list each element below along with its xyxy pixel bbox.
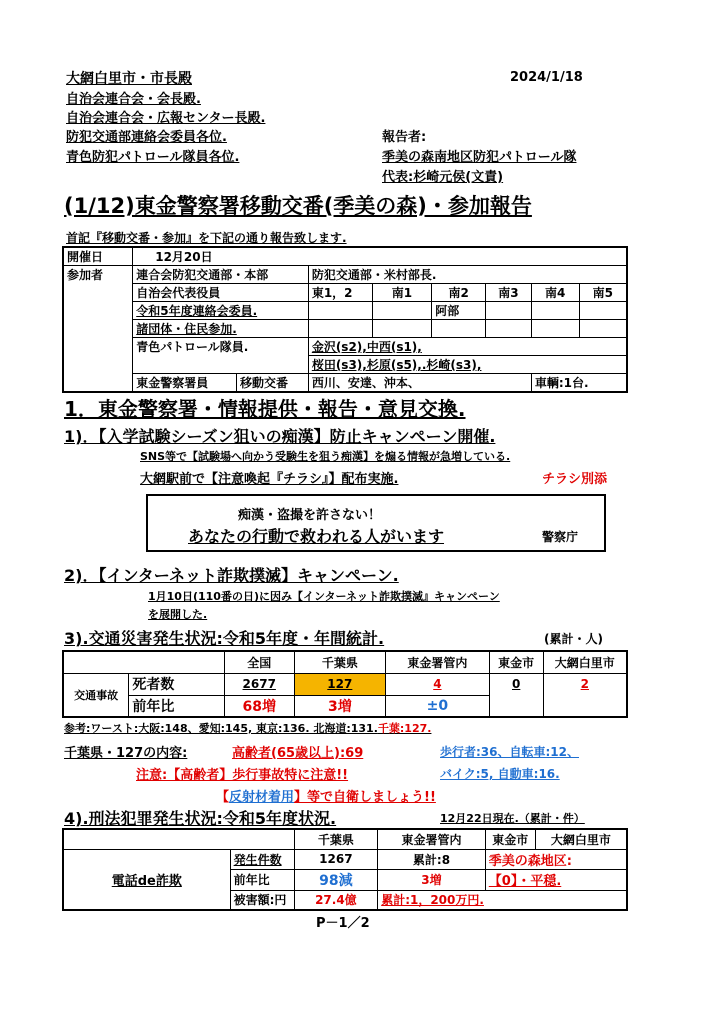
crime-col-togane-city: 東金市: [485, 829, 535, 849]
count-chiba: 1267: [294, 849, 378, 869]
patrol-label: 青色パトロール隊員.: [133, 338, 309, 374]
area-s1: 南1: [372, 284, 432, 302]
damage-togane-station: 累計:1，200万円.: [378, 890, 627, 910]
reference-worst: 参考:ワースト:大阪:148、愛知:145, 東京:136. 北海道:131.: [64, 722, 378, 735]
reflector-note: [216, 786, 436, 805]
col-chiba: 千葉県: [294, 651, 386, 673]
count-togane-station: 累計:8: [378, 849, 486, 869]
recipient-5: 青色防犯パトロール隊員各位.: [66, 150, 240, 165]
sub2-line2: を展開した.: [148, 608, 208, 621]
date-value: 12月20日: [133, 247, 627, 266]
date-label: 開催日: [63, 247, 133, 266]
sub3-unit: (累計・人): [544, 632, 603, 646]
damage-chiba: 27.4億: [294, 890, 378, 910]
intro-text: 首記『移動交番・参加』を下記の通り報告致します.: [66, 231, 347, 245]
deaths-label: 死者数: [129, 673, 225, 695]
attendance-table: [62, 246, 628, 393]
reference-line: [64, 720, 431, 736]
participants-label: 参加者: [63, 266, 133, 393]
crime-col-oamishirasato: 大網白里市: [535, 829, 627, 849]
col-togane-station: 東金署管内: [386, 651, 490, 673]
change-chiba: 3増: [294, 695, 386, 717]
traffic-label: 交通事故: [63, 673, 129, 717]
col-national: 全国: [224, 651, 294, 673]
kimi-area-value: 【0】・平穏.: [485, 869, 627, 890]
deaths-togane-city: 0: [489, 673, 543, 717]
sub2-line1: 1月10日(110番の日)に因み【インターネット詐欺撲滅』キャンペーン: [148, 590, 500, 603]
traffic-table: [62, 650, 628, 718]
kimi-area-label: 季美の森地区:: [485, 849, 627, 869]
section1-sub3: 3).交通災害発生状況:令和5年度・年間統計.: [64, 629, 385, 648]
reporter-org: 季美の森南地区防犯パトロール隊: [382, 150, 577, 165]
crime-change-label: 前年比: [230, 869, 294, 890]
area-s4: 南4: [531, 284, 579, 302]
reflector-rest: 】等で自衛しましょう!!: [294, 790, 436, 805]
notice-agency: 警察庁: [542, 530, 579, 544]
col-oamishirasato: 大網白里市: [543, 651, 627, 673]
report-date: 2024/1/18: [510, 70, 583, 85]
recipient-2: 自治会連合会・会長殿.: [66, 92, 201, 107]
reporter-label: 報告者:: [382, 130, 427, 145]
rep-label: 自治会代表役員: [133, 284, 309, 302]
crime-col-chiba: 千葉県: [294, 829, 378, 849]
notice-line1: 痴漢・盗撮を許さない！: [238, 508, 382, 523]
police-unit: 移動交番: [236, 374, 308, 393]
sub1-line2: 大網駅前で【注意喚起『チラシ』】配布実施.: [140, 472, 399, 487]
col-togane-city: 東金市: [489, 651, 543, 673]
sub1-line1: SNS等で【試験場へ向かう受験生を狙う痴漢】を煽る情報が急増している.: [140, 450, 511, 463]
phone-fraud-label: 電話de詐欺: [63, 849, 230, 910]
crime-change-chiba: 98減: [294, 869, 378, 890]
members-label: 令和5年度連絡会委員.: [133, 302, 309, 320]
area-s5: 南5: [579, 284, 627, 302]
orgs-label: 諸団体・住民参加.: [133, 320, 309, 338]
deaths-chiba: 127: [294, 673, 386, 695]
vehicle-count: 車輌:1台.: [531, 374, 627, 393]
change-national: 68増: [224, 695, 294, 717]
area-s3: 南3: [486, 284, 532, 302]
damage-label: 被害額:円: [230, 890, 294, 910]
police-names: 西川、安達、沖本、: [308, 374, 531, 393]
police-label: 東金警察署員: [133, 374, 237, 393]
pedestrian-count: 歩行者:36、自転車:12、: [440, 745, 579, 759]
recipient-mayor: 大網白里市・市長殿: [66, 71, 192, 87]
notice-line2: あなたの行動で救われる人がいます: [188, 527, 445, 546]
chiba-content-label: 千葉県・127の内容:: [64, 746, 188, 761]
crime-change-togane-station: 3増: [378, 869, 486, 890]
reflector-word: 反射材着用: [229, 790, 295, 805]
reference-chiba: 千葉:127.: [377, 722, 432, 735]
change-togane-station: ±0: [386, 695, 490, 717]
section4-asof: 12月22日現在.（累計・件）: [440, 812, 585, 825]
deaths-national: 2677: [224, 673, 294, 695]
section1-sub2: 2)．【インターネット詐欺撲滅】キャンペーン.: [64, 566, 399, 585]
page-number: P－1／2: [316, 916, 370, 931]
elderly-warning: 注意:【高齢者】歩行事故特に注意!!: [136, 768, 349, 783]
notice-box: [146, 494, 606, 552]
page-title: (1/12)東金警察署移動交番(季美の森)・参加報告: [64, 194, 532, 218]
count-label: 発生件数: [230, 849, 294, 869]
deaths-oamishirasato: 2: [543, 673, 627, 717]
section4-heading: 4).刑法犯罪発生状況:令和5年度状況.: [64, 809, 337, 828]
change-label: 前年比: [129, 695, 225, 717]
area-s2: 南2: [432, 284, 486, 302]
section1-heading: 1．東金警察署・情報提供・報告・意見交換.: [64, 397, 466, 421]
reporter-rep: 代表:杉崎元侯(文責): [382, 170, 504, 185]
abe-name: 阿部: [432, 302, 486, 320]
recipient-4: 防犯交通部連絡会委員各位.: [66, 130, 227, 145]
liaison-value: 防犯交通部・米村部長.: [308, 266, 627, 284]
reflector-bracket-open: 【: [216, 790, 230, 805]
area-east: 東1，2: [308, 284, 372, 302]
recipient-3: 自治会連合会・広報センター長殿.: [66, 111, 266, 126]
crime-col-togane-station: 東金署管内: [378, 829, 486, 849]
liaison-label: 連合会防犯交通部・本部: [133, 266, 309, 284]
flyer-attached: チラシ別添: [542, 472, 608, 487]
patrol-names-1: 金沢(s2),中西(s1),: [308, 338, 627, 356]
crime-table: [62, 828, 628, 911]
patrol-names-2: 桜田(s3),杉原(s5),.杉崎(s3),: [308, 356, 627, 374]
elderly-count: 高齢者(65歳以上):69: [232, 746, 364, 761]
section1-sub1: 1)．【入学試験シーズン狙いの痴漢】防止キャンペーン開催.: [64, 427, 496, 446]
bike-count: バイク:5, 自動車:16.: [440, 767, 560, 781]
deaths-togane-station: 4: [386, 673, 490, 695]
